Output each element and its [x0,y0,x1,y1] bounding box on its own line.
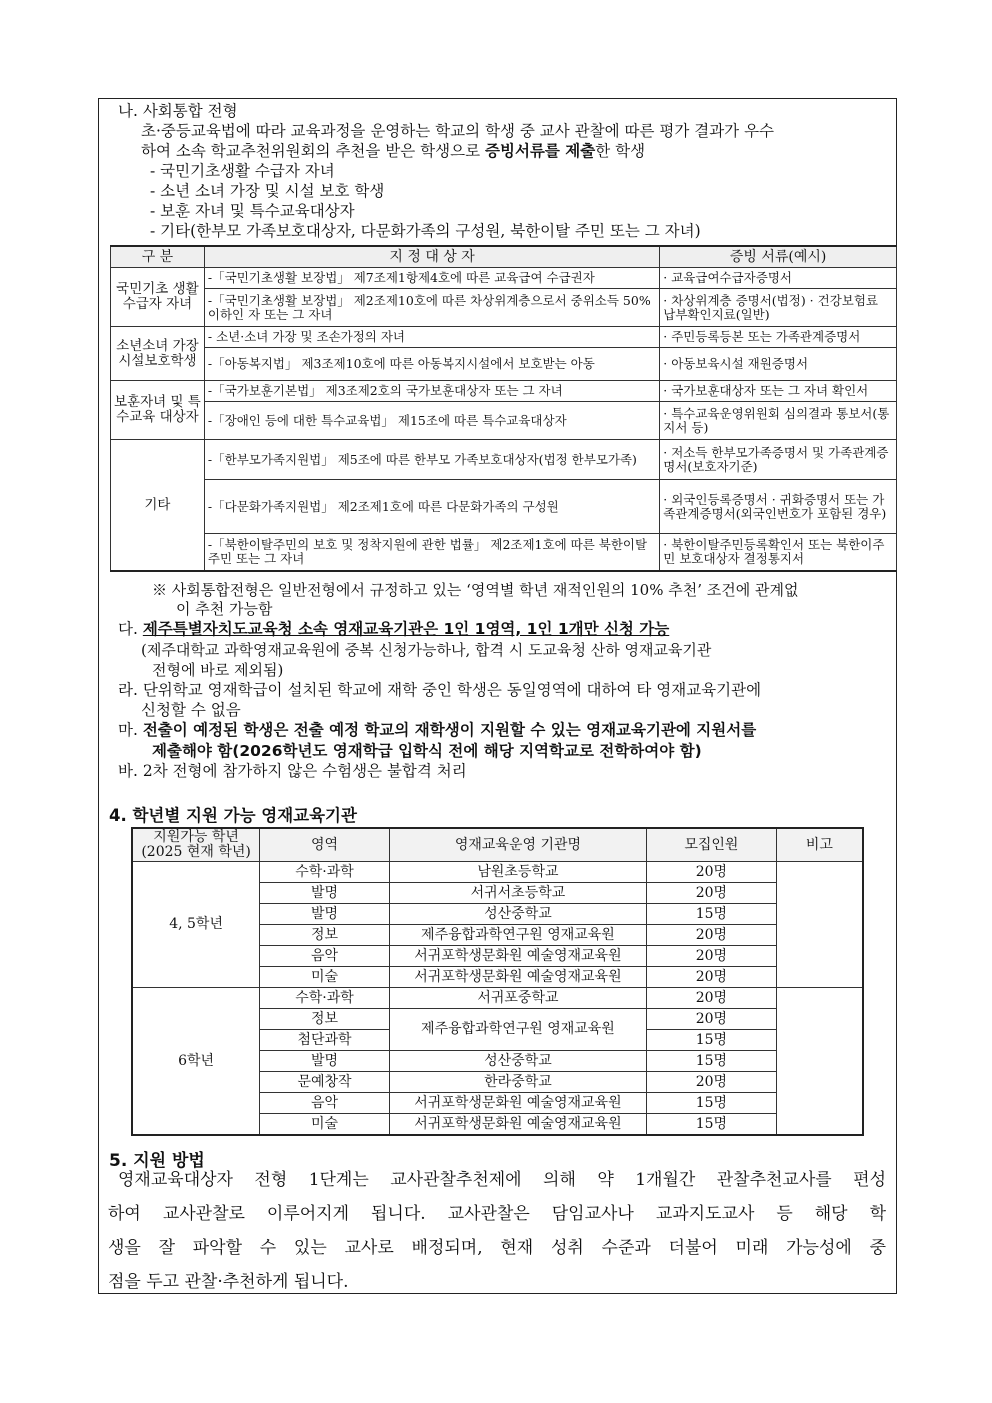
section-na-desc-1: 초·중등교육법에 따라 교육과정을 운영하는 학교의 학생 중 교사 관찰에 따른 평가 결과가 우수 [141,122,775,140]
field-cell: 음악 [260,1093,390,1114]
quota-cell: 15명 [647,904,777,925]
quota-cell: 15명 [647,1093,777,1114]
docs-cell: · 저소득 한부모가족증명서 및 가족관계증명서(보호자기준) [660,440,897,480]
section-na-desc-2: 하여 소속 학교추천위원회의 추천을 받은 학생으로 증빙서류를 제출한 학생 [141,142,646,160]
category-cell: 보훈자녀 및 특수교육 대상자 [111,381,205,440]
section4-heading: 4. 학년별 지원 가능 영재교육기관 [109,806,357,825]
quota-cell: 20명 [647,1072,777,1093]
target-cell: -「북한이탈주민의 보호 및 정착지원에 관한 법률」 제2조제1호에 따른 북한이탈 주민 또는 그 자녀 [204,534,659,571]
target-cell: -「다문화가족지원법」 제2조제1호에 따른 다문화가족의 구성원 [204,480,659,534]
field-cell: 정보 [260,925,390,946]
item-ba: 바. 2차 전형에 참가하지 않은 수험생은 불합격 처리 [118,762,467,780]
section5-line-3: 생을 잘 파악할 수 있는 교사로 배정되며, 현재 성취 수준과 더불어 미래 가능성에 중 [108,1238,886,1258]
quota-cell: 15명 [647,1051,777,1072]
bullet-3: - 보훈 자녀 및 특수교육대상자 [150,202,355,220]
note-cell [776,862,863,988]
quota-cell: 15명 [647,1030,777,1051]
quota-cell: 20명 [647,862,777,883]
quota-cell: 20명 [647,925,777,946]
da-sub-2: 전형에 바로 제외됨) [152,661,284,679]
field-cell: 음악 [260,946,390,967]
header-category: 구 분 [111,246,205,268]
quota-cell: 20명 [647,946,777,967]
institution-cell: 한라중학교 [389,1072,646,1093]
docs-cell: · 차상위계층 증명서(법정) · 건강보험료 납부확인지료(일반) [660,289,897,327]
item-ra-2: 신청할 수 없음 [141,701,241,719]
target-cell: -「한부모가족지원법」 제5조에 따른 한부모 가족보호대상자(법정 한부모가족) [204,440,659,480]
category-cell: 기타 [111,440,205,571]
docs-cell: · 국가보훈대상자 또는 그 자녀 확인서 [660,381,897,402]
docs-cell: · 아동보육시설 재원증명서 [660,348,897,381]
target-cell: -「국민기초생활 보장법」 제7조제1항제4호에 따른 교육급여 수급권자 [204,268,659,289]
target-cell: - 소년·소녀 가장 및 조손가정의 자녀 [204,327,659,348]
header-institution: 영재교육운영 기관명 [389,828,646,862]
header-grade: 지원가능 학년 (2025 현재 학년) [132,828,260,862]
institution-cell: 서귀포학생문화원 예술영재교육원 [389,1093,646,1114]
quota-cell: 20명 [647,1009,777,1030]
item-da: 다. 제주특별자치도교육청 소속 영재교육기관은 1인 1영역, 1인 1개만 신청 가능 [118,620,670,638]
header-field: 영역 [260,828,390,862]
section5-line-1: 영재교육대상자 전형 1단계는 교사관찰추천제에 의해 약 1개월간 관찰추천교사를 편성 [118,1170,886,1190]
institution-cell: 서귀포학생문화원 예술영재교육원 [389,967,646,988]
note-line-2: 이 추천 가능함 [176,600,273,618]
header-docs: 증빙 서류(예시) [660,246,897,268]
section5-line-4: 점을 두고 관찰·추천하게 됩니다. [108,1272,349,1292]
field-cell: 발명 [260,883,390,904]
field-cell: 발명 [260,904,390,925]
category-cell: 소년소녀 가장 시설보호학생 [111,327,205,381]
institution-cell: 서귀포학생문화원 예술영재교육원 [389,1114,646,1136]
target-cell: -「아동복지법」 제3조제10호에 따른 아동복지시설에서 보호받는 아동 [204,348,659,381]
institution-cell: 남원초등학교 [389,862,646,883]
grade-cell: 6학년 [132,988,260,1136]
docs-cell: · 특수교육운영위원회 심의결과 통보서(통지서 등) [660,402,897,440]
field-cell: 문예창작 [260,1072,390,1093]
docs-cell: · 교육급여수급자증명서 [660,268,897,289]
header-note: 비고 [776,828,863,862]
field-cell: 수학·과학 [260,988,390,1009]
da-sub-1: (제주대학교 과학영재교육원에 중복 신청가능하나, 합격 시 도교육청 산하 영재교육기관 [141,641,712,659]
institution-cell: 서귀서초등학교 [389,883,646,904]
target-cell: -「국민기초생활 보장법」 제2조제10호에 따른 차상위계층으로서 중위소득 50%이하인 자 또는 그 자녀 [204,289,659,327]
field-cell: 수학·과학 [260,862,390,883]
target-cell: -「장애인 등에 대한 특수교육법」 제15조에 따른 특수교육대상자 [204,402,659,440]
grade-cell: 4, 5학년 [132,862,260,988]
quota-cell: 20명 [647,967,777,988]
institution-cell: 서귀포학생문화원 예술영재교육원 [389,946,646,967]
note-line-1: ※ 사회통합전형은 일반전형에서 규정하고 있는 ‘영역별 학년 재적인원의 10% 추천’ 조건에 관계없 [152,581,799,599]
field-cell: 첨단과학 [260,1030,390,1051]
institution-cell: 제주융합과학연구원 영재교육원 [389,1009,646,1051]
field-cell: 미술 [260,967,390,988]
category-cell: 국민기초 생활 수급자 자녀 [111,268,205,327]
bullet-4: - 기타(한부모 가족보호대상자, 다문화가족의 구성원, 북한이탈 주민 또는 그 자녀) [150,222,701,240]
field-cell: 정보 [260,1009,390,1030]
section5-line-2: 하여 교사관찰로 이루어지게 됩니다. 교사관찰은 담임교사나 교과지도교사 등 해당 학 [108,1204,886,1224]
bullet-2: - 소년 소녀 가장 및 시설 보호 학생 [150,182,385,200]
target-cell: -「국가보훈기본법」 제3조제2호의 국가보훈대상자 또는 그 자녀 [204,381,659,402]
section-na-title: 나. 사회통합 전형 [118,102,238,120]
eligibility-table [110,245,897,572]
item-ra-1: 라. 단위학교 영재학급이 설치된 학교에 재학 중인 학생은 동일영역에 대하여 타 영재교육기관에 [118,681,762,699]
institution-cell: 제주융합과학연구원 영재교육원 [389,925,646,946]
quota-cell: 20명 [647,883,777,904]
quota-cell: 15명 [647,1114,777,1136]
desc-bold: 증빙서류를 제출 [485,142,596,160]
bullet-1: - 국민기초생활 수급자 자녀 [150,162,335,180]
note-cell [776,988,863,1136]
institution-cell: 서귀포중학교 [389,988,646,1009]
docs-cell: · 북한이탈주민등록확인서 또는 북한이주민 보호대상자 결정통지서 [660,534,897,571]
quota-cell: 20명 [647,988,777,1009]
section5-heading: 5. 지원 방법 [109,1151,205,1171]
institution-cell: 성산중학교 [389,1051,646,1072]
header-target: 지 정 대 상 자 [204,246,659,268]
docs-cell: · 외국인등록증명서 · 귀화증명서 또는 가족관계증명서(외국인번호가 포함된 경우) [660,480,897,534]
item-ma-2: 제출해야 함(2026학년도 영재학급 입학식 전에 해당 지역학교로 전학하여야 함) [152,742,702,760]
docs-cell: · 주민등록등본 또는 가족관계증명서 [660,327,897,348]
da-bold: 제주특별자치도교육청 소속 영재교육기관은 1인 1영역, 1인 1개만 신청 가능 [142,620,670,638]
item-ma-1: 마. 전출이 예정된 학생은 전출 예정 학교의 재학생이 지원할 수 있는 영재교육기관에 지원서를 [118,721,757,739]
field-cell: 미술 [260,1114,390,1136]
institution-table [131,827,864,1136]
header-quota: 모집인원 [647,828,777,862]
institution-cell: 성산중학교 [389,904,646,925]
field-cell: 발명 [260,1051,390,1072]
